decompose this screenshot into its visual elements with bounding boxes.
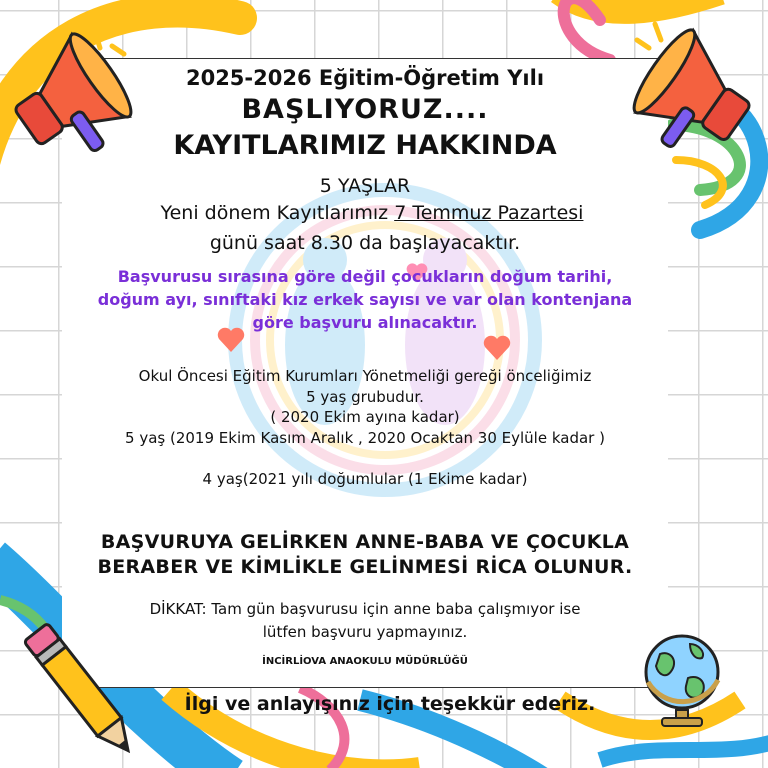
registration-date-line [92, 202, 652, 224]
rules-line-4: 5 yaş (2019 Ekim Kasım Aralık , 2020 Ocaktan 30 Eylüle kadar ) [125, 429, 605, 447]
warning-line-2: lütfen başvuru yapmayınız. [262, 623, 468, 641]
rules-line-1: Okul Öncesi Eğitim Kurumları Yönetmeliği gereği önceliğimiz [138, 367, 592, 385]
age-group-heading: 5 YAŞLAR [319, 175, 411, 197]
thanks-message: İlgi ve anlayışınız için teşekkür ederiz. [184, 693, 596, 715]
globe-icon [636, 630, 736, 730]
title-year: 2025-2026 Eğitim-Öğretim Yılı [185, 66, 545, 90]
pencil-icon [22, 620, 142, 760]
rules-line-2: 5 yaş grubudur. [306, 388, 424, 406]
criteria-line-1: Başvurusu sırasına göre değil çocukların doğum tarihi, [117, 267, 613, 286]
notice-line-1: BAŞVURUYA GELİRKEN ANNE-BABA VE ÇOCUKLA [100, 531, 630, 553]
title-start: BAŞLIYORUZ.... [241, 94, 489, 125]
rules-line-3: ( 2020 Ekim ayına kadar) [270, 408, 460, 426]
school-name: İNCİRLİOVA ANAOKULU MÜDÜRLÜĞÜ [262, 656, 468, 667]
warning-line-1: DİKKAT: Tam gün başvurusu için anne baba çalışmıyor ise [149, 600, 581, 618]
criteria-line-3: göre başvuru alınacaktır. [252, 313, 478, 332]
title-main: KAYITLARIMIZ HAKKINDA [173, 130, 557, 161]
registration-time-line: günü saat 8.30 da başlayacaktır. [209, 232, 521, 254]
blue-swoosh-bottom-right [600, 740, 768, 760]
rules-line-5: 4 yaş(2021 yılı doğumlular (1 Ekime kadar) [202, 470, 528, 488]
registration-line-prefix: Yeni dönem Kayıtlarımız [160, 202, 395, 224]
criteria-line-2: doğum ayı, sınıftaki kız erkek sayısı ve var olan kontenjana [97, 290, 633, 309]
notice-line-2: BERABER VE KİMLİKLE GELİNMESİ RİCA OLUNUR. [97, 556, 633, 578]
heart-icon-right [482, 334, 512, 362]
registration-date-highlight: 7 Temmuz Pazartesi [394, 202, 584, 224]
